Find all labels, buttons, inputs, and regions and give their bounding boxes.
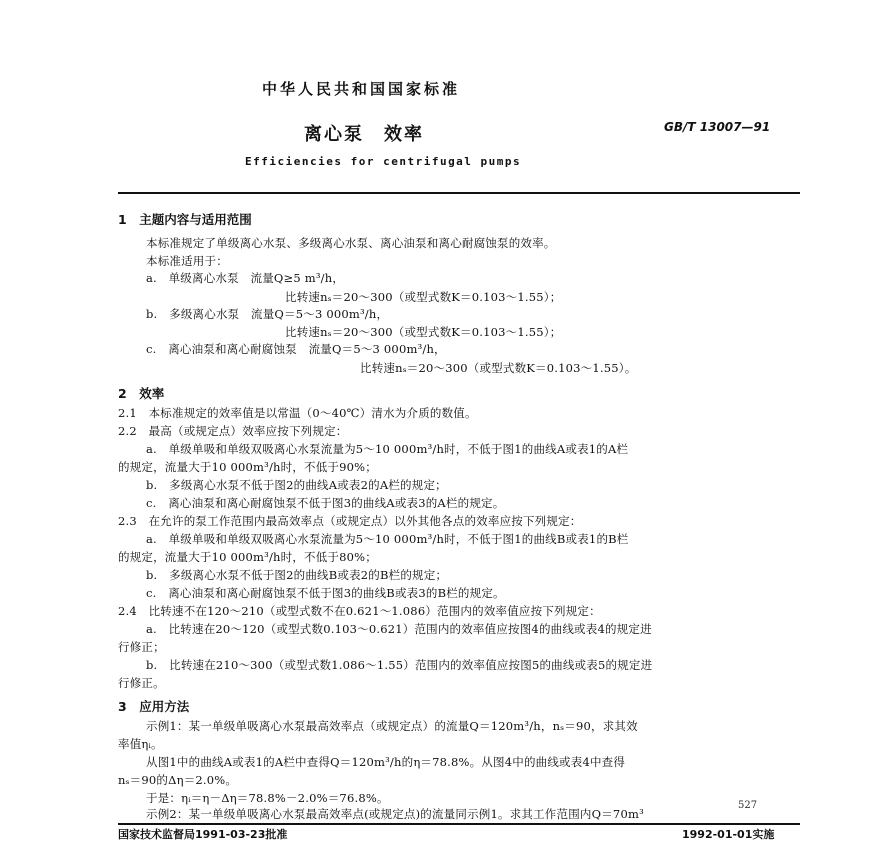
national-standard-heading: 中华人民共和国国家标准 (262, 80, 461, 98)
s3-line-4: 于是：ηᵢ＝η－Δη＝78.8%－2.0%＝76.8%。 (146, 791, 389, 805)
document-title-en: Efficiencies for centrifugal pumps (245, 155, 522, 168)
s3-line-2: 从图1中的曲线A或表1的A栏中查得Q＝120m³/h的η＝78.8%。从图4中的曲线或表4中查得 (146, 755, 626, 769)
s1-line-5: 比转速nₛ＝20～300（或型式数K＝0.103～1.55）； (285, 325, 562, 339)
s2-line-6: 2.3 在允许的泵工作范围内最高效率点（或规定点）以外其他各点的效率应按下列规定： (118, 514, 582, 528)
s2-line-10: c. 离心油泵和离心耐腐蚀泵不低于图3的曲线B或表3的B栏的规定。 (146, 586, 505, 600)
header-rule (118, 192, 800, 194)
document-title-cn: 离心泵 效率 (304, 124, 424, 145)
s2-line-12: a. 比转速在20～120（或型式数0.103～0.621）范围内的效率值应按图4的曲线或表4的规定进 (146, 622, 652, 636)
s2-line-7: a. 单级单吸和单级双吸离心水泵流量为5～10 000m³/h时，不低于图1的曲线B或表1的B栏 (146, 532, 629, 546)
implementation-date: 1992-01-01实施 (682, 828, 775, 841)
section-3-title: 3 应用方法 (118, 699, 190, 714)
s1-line-6: c. 离心油泵和离心耐腐蚀泵 流量Q＝5～3 000m³/h， (146, 342, 446, 356)
s2-line-13: 行修正； (118, 640, 165, 654)
s2-line-14: b. 比转速在210～300（或型式数1.086～1.55）范围内的效率值应按图5的曲线或表5的规定进 (146, 658, 653, 672)
s3-line-0: 示例1：某一单级单吸离心水泵最高效率点（或规定点）的流量Q＝120m³/h，nₛ＝90，求其效 (146, 719, 638, 733)
s2-line-4: b. 多级离心水泵不低于图2的曲线A或表2的A栏的规定； (146, 478, 447, 492)
section-2-title: 2 效率 (118, 386, 165, 401)
s1-line-2: a. 单级离心水泵 流量Q≥5 m³/h， (146, 271, 345, 285)
s1-line-7: 比转速nₛ＝20～300（或型式数K＝0.103～1.55）。 (360, 361, 637, 375)
s3-line-5: 示例2：某一单级单吸离心水泵最高效率点(或规定点)的流量同示例1。求其工作范围内Q＝70m³ (146, 807, 644, 821)
s2-line-11: 2.4 比转速不在120～210（或型式数不在0.621～1.086）范围内的效率值应按下列规定： (118, 604, 601, 618)
s1-line-3: 比转速nₛ＝20～300（或型式数K＝0.103～1.55）； (285, 290, 562, 304)
s3-line-3: nₛ＝90的Δη＝2.0%。 (118, 773, 238, 787)
s2-line-9: b. 多级离心水泵不低于图2的曲线B或表2的B栏的规定； (146, 568, 448, 582)
s2-line-8: 的规定，流量大于10 000m³/h时，不低于80%； (118, 550, 377, 564)
footer-rule (118, 823, 800, 825)
s1-line-0: 本标准规定了单级离心水泵、多级离心水泵、离心油泵和离心耐腐蚀泵的效率。 (146, 236, 556, 250)
approval-note: 国家技术监督局1991-03-23批准 (118, 828, 288, 841)
section-1-title: 1 主题内容与适用范围 (118, 212, 252, 227)
standard-code: GB/T 13007—91 (664, 120, 771, 134)
s1-line-4: b. 多级离心水泵 流量Q＝5～3 000m³/h， (146, 307, 389, 321)
page-number: 527 (738, 800, 758, 811)
s2-line-0: 2.1 本标准规定的效率值是以常温（0～40℃）清水为介质的数值。 (118, 406, 477, 420)
s3-line-1: 率值ηᵢ。 (118, 737, 163, 751)
s2-line-15: 行修正。 (118, 676, 165, 690)
s2-line-2: a. 单级单吸和单级双吸离心水泵流量为5～10 000m³/h时，不低于图1的曲线A或表1的A栏 (146, 442, 629, 456)
s2-line-5: c. 离心油泵和离心耐腐蚀泵不低于图3的曲线A或表3的A栏的规定。 (146, 496, 505, 510)
s2-line-1: 2.2 最高（或规定点）效率应按下列规定： (118, 424, 348, 438)
s1-line-1: 本标准适用于： (146, 254, 228, 268)
s2-line-3: 的规定，流量大于10 000m³/h时，不低于90%； (118, 460, 377, 474)
